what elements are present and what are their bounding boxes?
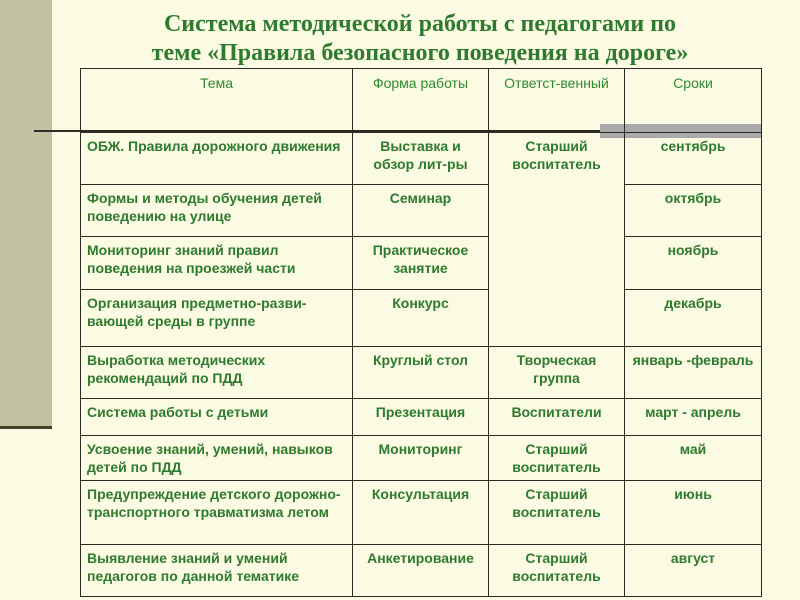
term-cell: октябрь	[625, 185, 762, 237]
header-row	[81, 69, 762, 133]
form-cell: Мониторинг	[353, 436, 489, 481]
header-topic: Тема	[81, 69, 353, 133]
responsible-cell: Старший воспитатель	[489, 545, 625, 597]
page-title	[95, 10, 745, 68]
table-row	[81, 133, 762, 185]
table-row	[81, 436, 762, 481]
table-row	[81, 185, 762, 237]
topic-cell: Организация предметно-разви-вающей среды в группе	[81, 290, 353, 347]
term-cell: август	[625, 545, 762, 597]
responsible-cell: Воспитатели	[489, 399, 625, 436]
title-line-2: теме «Правила безопасного поведения на дороге»	[151, 40, 689, 66]
term-cell: декабрь	[625, 290, 762, 347]
form-cell: Семинар	[353, 185, 489, 237]
term-cell: май	[625, 436, 762, 481]
term-cell: январь -февраль	[625, 347, 762, 399]
term-cell: июнь	[625, 481, 762, 545]
topic-cell: Усвоение знаний, умений, навыков детей по ПДД	[81, 436, 353, 481]
table-row	[81, 399, 762, 436]
form-cell: Конкурс	[353, 290, 489, 347]
topic-cell: Предупреждение детского дорожно-транспортного травматизма летом	[81, 481, 353, 545]
topic-cell: Мониторинг знаний правил поведения на проезжей части	[81, 237, 353, 290]
table-row	[81, 481, 762, 545]
work-plan-table	[80, 68, 762, 597]
term-cell: март - апрель	[625, 399, 762, 436]
topic-cell: Выработка методических рекомендаций по ПДД	[81, 347, 353, 399]
form-cell: Консультация	[353, 481, 489, 545]
responsible-cell: Старший воспитатель	[489, 436, 625, 481]
responsible-cell: Творческая группа	[489, 347, 625, 399]
header-term: Сроки	[625, 69, 762, 133]
header-form: Форма работы	[353, 69, 489, 133]
table-row	[81, 545, 762, 597]
header-responsible: Ответст-венный	[489, 69, 625, 133]
topic-cell: Выявление знаний и умений педагогов по данной тематике	[81, 545, 353, 597]
responsible-cell: Старший воспитатель	[489, 481, 625, 545]
form-cell: Круглый стол	[353, 347, 489, 399]
table-row	[81, 290, 762, 347]
term-cell: ноябрь	[625, 237, 762, 290]
table-row	[81, 347, 762, 399]
title-line-1: Система методической работы с педагогами по	[163, 11, 677, 37]
term-cell: сентябрь	[625, 133, 762, 185]
decorative-side-band	[0, 0, 52, 428]
topic-cell: Формы и методы обучения детей поведению на улице	[81, 185, 353, 237]
topic-cell: ОБЖ. Правила дорожного движения	[81, 133, 353, 185]
form-cell: Анкетирование	[353, 545, 489, 597]
form-cell: Практическое занятие	[353, 237, 489, 290]
form-cell: Презентация	[353, 399, 489, 436]
topic-cell: Система работы с детьми	[81, 399, 353, 436]
table-row	[81, 237, 762, 290]
decorative-side-line	[0, 426, 52, 429]
responsible-cell-merged: Старший воспитатель	[489, 133, 625, 347]
form-cell: Выставка и обзор лит-ры	[353, 133, 489, 185]
